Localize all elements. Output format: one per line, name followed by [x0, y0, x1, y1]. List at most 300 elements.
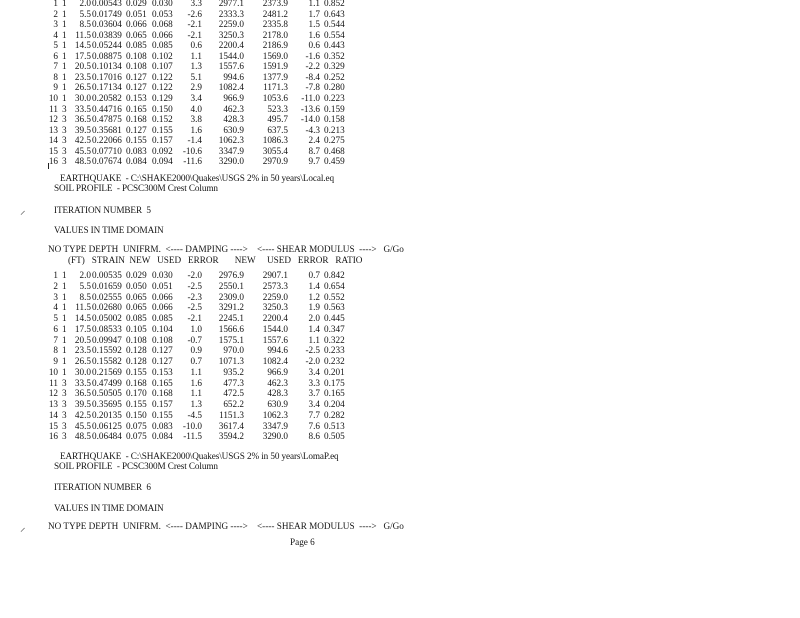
table-row — [48, 431, 368, 442]
cell-g-go-ratio: 0.201 — [324, 366, 345, 377]
cell-damping-new: 0.050 — [126, 280, 147, 291]
cell-soil-type: 1 — [62, 0, 67, 8]
cell-soil-type: 1 — [62, 71, 67, 82]
cell-layer-no: 4 — [53, 302, 58, 313]
cell-soil-type: 1 — [62, 61, 67, 72]
cell-damping-used: 0.084 — [152, 431, 173, 442]
margin-tick — [48, 163, 49, 169]
values-domain-line: VALUES IN TIME DOMAIN — [54, 225, 164, 235]
cell-damping-used: 0.127 — [152, 356, 173, 366]
cell-g-go-ratio: 0.159 — [324, 103, 345, 114]
cell-depth: 5.5 — [79, 280, 91, 291]
cell-uniform-strain: 0.06484 — [92, 431, 122, 442]
cell-damping-new: 0.083 — [126, 145, 147, 156]
table-row — [48, 313, 368, 324]
cell-depth: 20.5 — [74, 61, 91, 72]
cell-damping-used: 0.155 — [152, 124, 173, 135]
cell-modulus-used: 2186.9 — [262, 40, 288, 51]
cell-damping-error: 1.3 — [190, 61, 202, 72]
cell-uniform-strain: 0.01749 — [92, 8, 122, 19]
cell-damping-used: 0.152 — [152, 114, 173, 125]
cell-soil-type: 1 — [62, 280, 67, 291]
cell-damping-new: 0.065 — [126, 29, 147, 40]
cell-depth: 2.0 — [79, 270, 91, 280]
cell-damping-used: 0.102 — [152, 50, 173, 61]
cell-soil-type: 3 — [62, 145, 67, 156]
cell-damping-used: 0.122 — [152, 71, 173, 82]
cell-uniform-strain: 0.00535 — [92, 270, 122, 280]
cell-modulus-used: 994.6 — [267, 345, 288, 356]
cell-modulus-new: 966.9 — [223, 92, 244, 103]
cell-modulus-error: -8.4 — [305, 71, 320, 82]
cell-damping-used: 0.108 — [152, 334, 173, 345]
cell-damping-new: 0.085 — [126, 40, 147, 51]
cell-depth: 48.5 — [74, 156, 91, 167]
cell-soil-type: 3 — [62, 114, 67, 125]
cell-uniform-strain: 0.06125 — [92, 420, 122, 431]
cell-modulus-error: 2.0 — [308, 313, 320, 323]
cell-layer-no: 8 — [53, 345, 58, 356]
cell-damping-new: 0.155 — [126, 399, 147, 409]
cell-modulus-used: 1086.3 — [262, 135, 288, 146]
cell-g-go-ratio: 0.165 — [324, 388, 345, 399]
cell-modulus-used: 1557.6 — [262, 334, 288, 345]
cell-g-go-ratio: 0.544 — [324, 19, 345, 30]
cell-modulus-error: 3.4 — [308, 399, 320, 409]
cell-damping-new: 0.051 — [126, 8, 147, 19]
cell-damping-used: 0.066 — [152, 29, 173, 40]
iteration-number-line-2: ITERATION NUMBER 6 — [54, 482, 151, 492]
cell-damping-new: 0.075 — [126, 431, 147, 442]
cell-damping-used: 0.168 — [152, 388, 173, 399]
cell-depth: 42.5 — [74, 409, 91, 420]
cell-modulus-used: 1171.3 — [263, 82, 288, 93]
page-number: Page 6 — [290, 537, 315, 547]
cell-uniform-strain: 0.44716 — [92, 103, 122, 114]
table-header-row-3: NO TYPE DEPTH UNIFRM. <---- DAMPING ----> <---- SHEAR MODULUS ----> G/Go — [48, 521, 404, 531]
cell-damping-error: -2.0 — [187, 270, 202, 280]
cell-depth: 33.5 — [74, 377, 91, 388]
cell-soil-type: 1 — [62, 366, 67, 377]
cell-layer-no: 3 — [53, 19, 58, 30]
cell-soil-type: 1 — [62, 291, 67, 302]
cell-layer-no: 10 — [48, 366, 58, 377]
cell-damping-used: 0.157 — [152, 135, 173, 146]
cell-modulus-error: -13.6 — [300, 103, 320, 114]
cell-damping-error: -11.6 — [183, 156, 202, 167]
cell-modulus-new: 2245.1 — [218, 313, 244, 323]
cell-modulus-new: 2200.4 — [218, 40, 244, 51]
cell-layer-no: 6 — [53, 50, 58, 61]
cell-damping-used: 0.165 — [152, 377, 173, 388]
cell-modulus-error: 0.6 — [308, 40, 320, 51]
punch-hole-mark-2: ⸝ — [20, 521, 26, 534]
cell-modulus-used: 630.9 — [267, 399, 288, 409]
cell-g-go-ratio: 0.158 — [324, 114, 345, 125]
punch-hole-mark: ⸝ — [20, 204, 26, 217]
cell-modulus-new: 3594.2 — [218, 431, 244, 442]
cell-soil-type: 3 — [62, 388, 67, 399]
cell-depth: 26.5 — [74, 82, 91, 93]
cell-modulus-used: 2373.9 — [262, 0, 288, 8]
table-row — [48, 104, 368, 115]
cell-damping-new: 0.108 — [126, 334, 147, 345]
cell-layer-no: 3 — [53, 291, 58, 302]
cell-modulus-new: 1082.4 — [218, 82, 244, 93]
cell-damping-new: 0.168 — [126, 377, 147, 388]
cell-damping-new: 0.065 — [126, 291, 147, 302]
cell-g-go-ratio: 0.842 — [324, 270, 345, 280]
cell-soil-type: 1 — [62, 270, 67, 280]
cell-modulus-new: 3291.2 — [218, 302, 244, 313]
cell-uniform-strain: 0.03839 — [92, 29, 122, 40]
cell-modulus-used: 2907.1 — [262, 270, 288, 280]
cell-modulus-new: 477.3 — [223, 377, 244, 388]
cell-g-go-ratio: 0.468 — [324, 145, 345, 156]
table-row — [48, 345, 368, 356]
cell-damping-new: 0.075 — [126, 420, 147, 431]
cell-uniform-strain: 0.10134 — [92, 61, 122, 72]
cell-damping-new: 0.127 — [126, 71, 147, 82]
cell-depth: 39.5 — [74, 124, 91, 135]
cell-damping-error: -2.5 — [187, 302, 202, 313]
cell-damping-used: 0.066 — [152, 302, 173, 313]
values-domain-line-2: VALUES IN TIME DOMAIN — [54, 503, 164, 513]
cell-soil-type: 3 — [62, 431, 67, 442]
cell-damping-new: 0.029 — [126, 270, 147, 280]
cell-damping-used: 0.085 — [152, 313, 173, 323]
cell-modulus-error: 7.6 — [308, 420, 320, 431]
cell-g-go-ratio: 0.280 — [324, 82, 345, 93]
cell-modulus-used: 1082.4 — [262, 356, 288, 366]
cell-depth: 45.5 — [74, 145, 91, 156]
cell-modulus-new: 970.0 — [223, 345, 244, 356]
cell-damping-error: -4.5 — [187, 409, 202, 420]
table-row — [48, 82, 368, 93]
cell-uniform-strain: 0.00543 — [92, 0, 122, 8]
cell-layer-no: 2 — [53, 8, 58, 19]
cell-damping-used: 0.104 — [152, 323, 173, 334]
cell-modulus-error: -4.3 — [305, 124, 320, 135]
table-row — [48, 19, 368, 30]
cell-modulus-used: 3347.9 — [262, 420, 288, 431]
cell-modulus-error: 8.7 — [308, 145, 320, 156]
cell-modulus-error: 1.7 — [308, 8, 320, 19]
cell-layer-no: 2 — [53, 280, 58, 291]
cell-damping-error: 0.7 — [190, 356, 202, 366]
cell-damping-new: 0.108 — [126, 61, 147, 72]
cell-modulus-error: 8.6 — [308, 431, 320, 442]
cell-g-go-ratio: 0.282 — [324, 409, 345, 420]
table-row — [48, 410, 368, 421]
cell-damping-error: -2.1 — [187, 313, 202, 323]
table-row — [48, 0, 368, 9]
cell-damping-new: 0.065 — [126, 302, 147, 313]
cell-g-go-ratio: 0.552 — [324, 291, 345, 302]
cell-layer-no: 14 — [48, 409, 58, 420]
table-row — [48, 367, 368, 378]
cell-uniform-strain: 0.08875 — [92, 50, 122, 61]
cell-layer-no: 9 — [53, 356, 58, 366]
cell-modulus-error: 7.7 — [308, 409, 320, 420]
cell-depth: 26.5 — [74, 356, 91, 366]
cell-layer-no: 10 — [48, 92, 58, 103]
cell-g-go-ratio: 0.554 — [324, 29, 345, 40]
table-row — [48, 335, 368, 346]
cell-uniform-strain: 0.47499 — [92, 377, 122, 388]
cell-damping-used: 0.066 — [152, 291, 173, 302]
cell-modulus-used: 1591.9 — [262, 61, 288, 72]
cell-g-go-ratio: 0.223 — [324, 92, 345, 103]
cell-modulus-new: 2333.3 — [218, 8, 244, 19]
cell-modulus-new: 462.3 — [223, 103, 244, 114]
cell-modulus-error: -1.6 — [305, 50, 320, 61]
cell-damping-new: 0.127 — [126, 82, 147, 93]
cell-layer-no: 12 — [48, 388, 58, 399]
cell-damping-error: 0.6 — [190, 40, 202, 51]
cell-modulus-new: 2309.0 — [218, 291, 244, 302]
cell-modulus-error: 9.7 — [308, 156, 320, 167]
cell-depth: 45.5 — [74, 420, 91, 431]
cell-g-go-ratio: 0.459 — [324, 156, 345, 167]
cell-modulus-used: 462.3 — [267, 377, 288, 388]
cell-g-go-ratio: 0.443 — [324, 40, 345, 51]
cell-soil-type: 3 — [62, 135, 67, 146]
cell-modulus-new: 472.5 — [223, 388, 244, 399]
cell-modulus-error: 3.7 — [308, 388, 320, 399]
cell-damping-error: -2.1 — [187, 19, 202, 30]
cell-depth: 36.5 — [74, 114, 91, 125]
cell-modulus-error: 1.6 — [308, 29, 320, 40]
cell-layer-no: 16 — [48, 156, 58, 167]
cell-layer-no: 8 — [53, 71, 58, 82]
cell-depth: 5.5 — [79, 8, 91, 19]
cell-g-go-ratio: 0.204 — [324, 399, 345, 409]
cell-damping-new: 0.029 — [126, 0, 147, 8]
cell-g-go-ratio: 0.654 — [324, 280, 345, 291]
cell-damping-new: 0.155 — [126, 366, 147, 377]
cell-depth: 14.5 — [74, 313, 91, 323]
cell-depth: 30.0 — [74, 92, 91, 103]
cell-modulus-error: 2.4 — [308, 135, 320, 146]
cell-uniform-strain: 0.07674 — [92, 156, 122, 167]
cell-soil-type: 1 — [62, 345, 67, 356]
table-header-row-2: (FT) STRAIN NEW USED ERROR NEW USED ERROR RATIO — [68, 255, 363, 265]
cell-uniform-strain: 0.21569 — [92, 366, 122, 377]
cell-uniform-strain: 0.09947 — [92, 334, 122, 345]
cell-uniform-strain: 0.15582 — [92, 356, 122, 366]
cell-g-go-ratio: 0.233 — [324, 345, 345, 356]
cell-modulus-new: 1575.1 — [218, 334, 244, 345]
cell-damping-error: -11.5 — [183, 431, 202, 442]
cell-soil-type: 3 — [62, 420, 67, 431]
cell-modulus-used: 2259.0 — [262, 291, 288, 302]
cell-uniform-strain: 0.08533 — [92, 323, 122, 334]
cell-uniform-strain: 0.20582 — [92, 92, 122, 103]
cell-damping-new: 0.155 — [126, 135, 147, 146]
cell-modulus-new: 630.9 — [223, 124, 244, 135]
cell-modulus-new: 1071.3 — [218, 356, 244, 366]
cell-uniform-strain: 0.47875 — [92, 114, 122, 125]
iteration-number-line: ITERATION NUMBER 5 — [54, 205, 151, 215]
cell-damping-new: 0.105 — [126, 323, 147, 334]
cell-soil-type: 1 — [62, 302, 67, 313]
cell-soil-type: 1 — [62, 334, 67, 345]
cell-layer-no: 1 — [53, 270, 58, 280]
cell-damping-used: 0.053 — [152, 8, 173, 19]
table-row — [48, 135, 368, 146]
cell-damping-error: 1.1 — [190, 366, 202, 377]
cell-g-go-ratio: 0.563 — [324, 302, 345, 313]
soil-profile-line: SOIL PROFILE - PCSC300M Crest Column — [54, 183, 218, 193]
cell-modulus-new: 1062.3 — [218, 135, 244, 146]
cell-damping-new: 0.153 — [126, 92, 147, 103]
cell-depth: 30.0 — [74, 366, 91, 377]
cell-modulus-error: 1.1 — [308, 0, 320, 8]
cell-modulus-used: 3250.3 — [262, 302, 288, 313]
cell-modulus-new: 2976.9 — [218, 270, 244, 280]
cell-soil-type: 3 — [62, 409, 67, 420]
cell-depth: 17.5 — [74, 323, 91, 334]
cell-damping-error: 3.8 — [190, 114, 202, 125]
cell-modulus-error: 1.5 — [308, 19, 320, 30]
cell-layer-no: 5 — [53, 40, 58, 51]
cell-soil-type: 1 — [62, 356, 67, 366]
cell-layer-no: 15 — [48, 420, 58, 431]
cell-damping-error: -2.5 — [187, 280, 202, 291]
cell-uniform-strain: 0.17016 — [92, 71, 122, 82]
cell-damping-new: 0.128 — [126, 356, 147, 366]
cell-damping-error: -10.6 — [182, 145, 202, 156]
cell-soil-type: 1 — [62, 82, 67, 93]
cell-damping-used: 0.085 — [152, 40, 173, 51]
cell-damping-used: 0.030 — [152, 270, 173, 280]
cell-modulus-used: 3290.0 — [262, 431, 288, 442]
cell-depth: 8.5 — [79, 19, 91, 30]
cell-damping-used: 0.129 — [152, 92, 173, 103]
cell-modulus-new: 3250.3 — [218, 29, 244, 40]
cell-modulus-error: -14.0 — [300, 114, 320, 125]
cell-modulus-used: 428.3 — [267, 388, 288, 399]
cell-modulus-used: 1569.0 — [262, 50, 288, 61]
cell-uniform-strain: 0.22066 — [92, 135, 122, 146]
cell-modulus-new: 1544.0 — [218, 50, 244, 61]
cell-damping-new: 0.127 — [126, 124, 147, 135]
cell-soil-type: 1 — [62, 313, 67, 323]
table-row — [48, 378, 368, 389]
cell-damping-error: -2.6 — [187, 8, 202, 19]
cell-soil-type: 1 — [62, 50, 67, 61]
cell-modulus-used: 3055.4 — [262, 145, 288, 156]
cell-layer-no: 5 — [53, 313, 58, 323]
cell-modulus-error: -11.0 — [301, 92, 320, 103]
cell-damping-new: 0.066 — [126, 19, 147, 30]
earthquake-line-2: EARTHQUAKE - C:\SHAKE2000\Quakes\USGS 2% in 50 years\LomaP.eq — [60, 451, 339, 461]
cell-depth: 14.5 — [74, 40, 91, 51]
cell-depth: 20.5 — [74, 334, 91, 345]
cell-g-go-ratio: 0.322 — [324, 334, 345, 345]
cell-modulus-used: 1062.3 — [262, 409, 288, 420]
cell-damping-error: 1.1 — [190, 50, 202, 61]
cell-damping-error: 5.1 — [190, 71, 202, 82]
cell-layer-no: 11 — [49, 377, 58, 388]
cell-depth: 11.5 — [75, 302, 91, 313]
cell-layer-no: 1 — [53, 0, 58, 8]
cell-damping-used: 0.094 — [152, 156, 173, 167]
cell-layer-no: 11 — [49, 103, 58, 114]
cell-damping-used: 0.157 — [152, 399, 173, 409]
cell-modulus-used: 1544.0 — [262, 323, 288, 334]
cell-damping-error: -2.3 — [187, 291, 202, 302]
cell-g-go-ratio: 0.643 — [324, 8, 345, 19]
cell-uniform-strain: 0.03604 — [92, 19, 122, 30]
cell-modulus-used: 637.5 — [267, 124, 288, 135]
cell-soil-type: 1 — [62, 19, 67, 30]
cell-uniform-strain: 0.05244 — [92, 40, 122, 51]
cell-damping-new: 0.128 — [126, 345, 147, 356]
cell-soil-type: 3 — [62, 156, 67, 167]
cell-damping-error: -1.4 — [187, 135, 202, 146]
earthquake-line: EARTHQUAKE - C:\SHAKE2000\Quakes\USGS 2% in 50 years\Local.eq — [60, 173, 334, 183]
cell-depth: 33.5 — [74, 103, 91, 114]
cell-modulus-used: 1377.9 — [262, 71, 288, 82]
table-row — [48, 324, 368, 335]
table-row — [48, 40, 368, 51]
cell-layer-no: 7 — [53, 61, 58, 72]
cell-uniform-strain: 0.17134 — [92, 82, 122, 93]
cell-modulus-new: 2550.1 — [218, 280, 244, 291]
cell-modulus-new: 1557.6 — [218, 61, 244, 72]
cell-modulus-new: 994.6 — [223, 71, 244, 82]
cell-soil-type: 1 — [62, 92, 67, 103]
cell-damping-error: 4.0 — [190, 103, 202, 114]
table-row — [48, 72, 368, 83]
cell-layer-no: 4 — [53, 29, 58, 40]
cell-modulus-new: 652.2 — [223, 399, 244, 409]
cell-damping-used: 0.150 — [152, 103, 173, 114]
cell-modulus-error: -2.0 — [305, 356, 320, 366]
cell-uniform-strain: 0.50505 — [92, 388, 122, 399]
cell-modulus-used: 2335.8 — [262, 19, 288, 30]
cell-modulus-used: 495.7 — [267, 114, 288, 125]
cell-g-go-ratio: 0.232 — [324, 356, 345, 366]
table-row — [48, 156, 368, 167]
cell-g-go-ratio: 0.252 — [324, 71, 345, 82]
cell-modulus-error: 1.2 — [308, 291, 320, 302]
cell-damping-used: 0.092 — [152, 145, 173, 156]
cell-damping-used: 0.127 — [152, 345, 173, 356]
cell-modulus-error: 0.7 — [308, 270, 320, 280]
cell-damping-error: 3.4 — [190, 92, 202, 103]
table-row — [48, 125, 368, 136]
cell-modulus-error: 1.9 — [308, 302, 320, 313]
table-row — [48, 356, 368, 367]
table-row — [48, 421, 368, 432]
cell-damping-error: 2.9 — [190, 82, 202, 93]
table-row — [48, 30, 368, 41]
cell-damping-used: 0.083 — [152, 420, 173, 431]
cell-damping-error: 3.3 — [190, 0, 202, 8]
cell-damping-error: 1.6 — [190, 377, 202, 388]
cell-layer-no: 14 — [48, 135, 58, 146]
cell-depth: 11.5 — [75, 29, 91, 40]
table-row — [48, 281, 368, 292]
cell-g-go-ratio: 0.347 — [324, 323, 345, 334]
cell-soil-type: 3 — [62, 124, 67, 135]
cell-modulus-used: 523.3 — [267, 103, 288, 114]
cell-depth: 23.5 — [74, 71, 91, 82]
soil-profile-line-2: SOIL PROFILE - PCSC300M Crest Column — [54, 461, 218, 471]
